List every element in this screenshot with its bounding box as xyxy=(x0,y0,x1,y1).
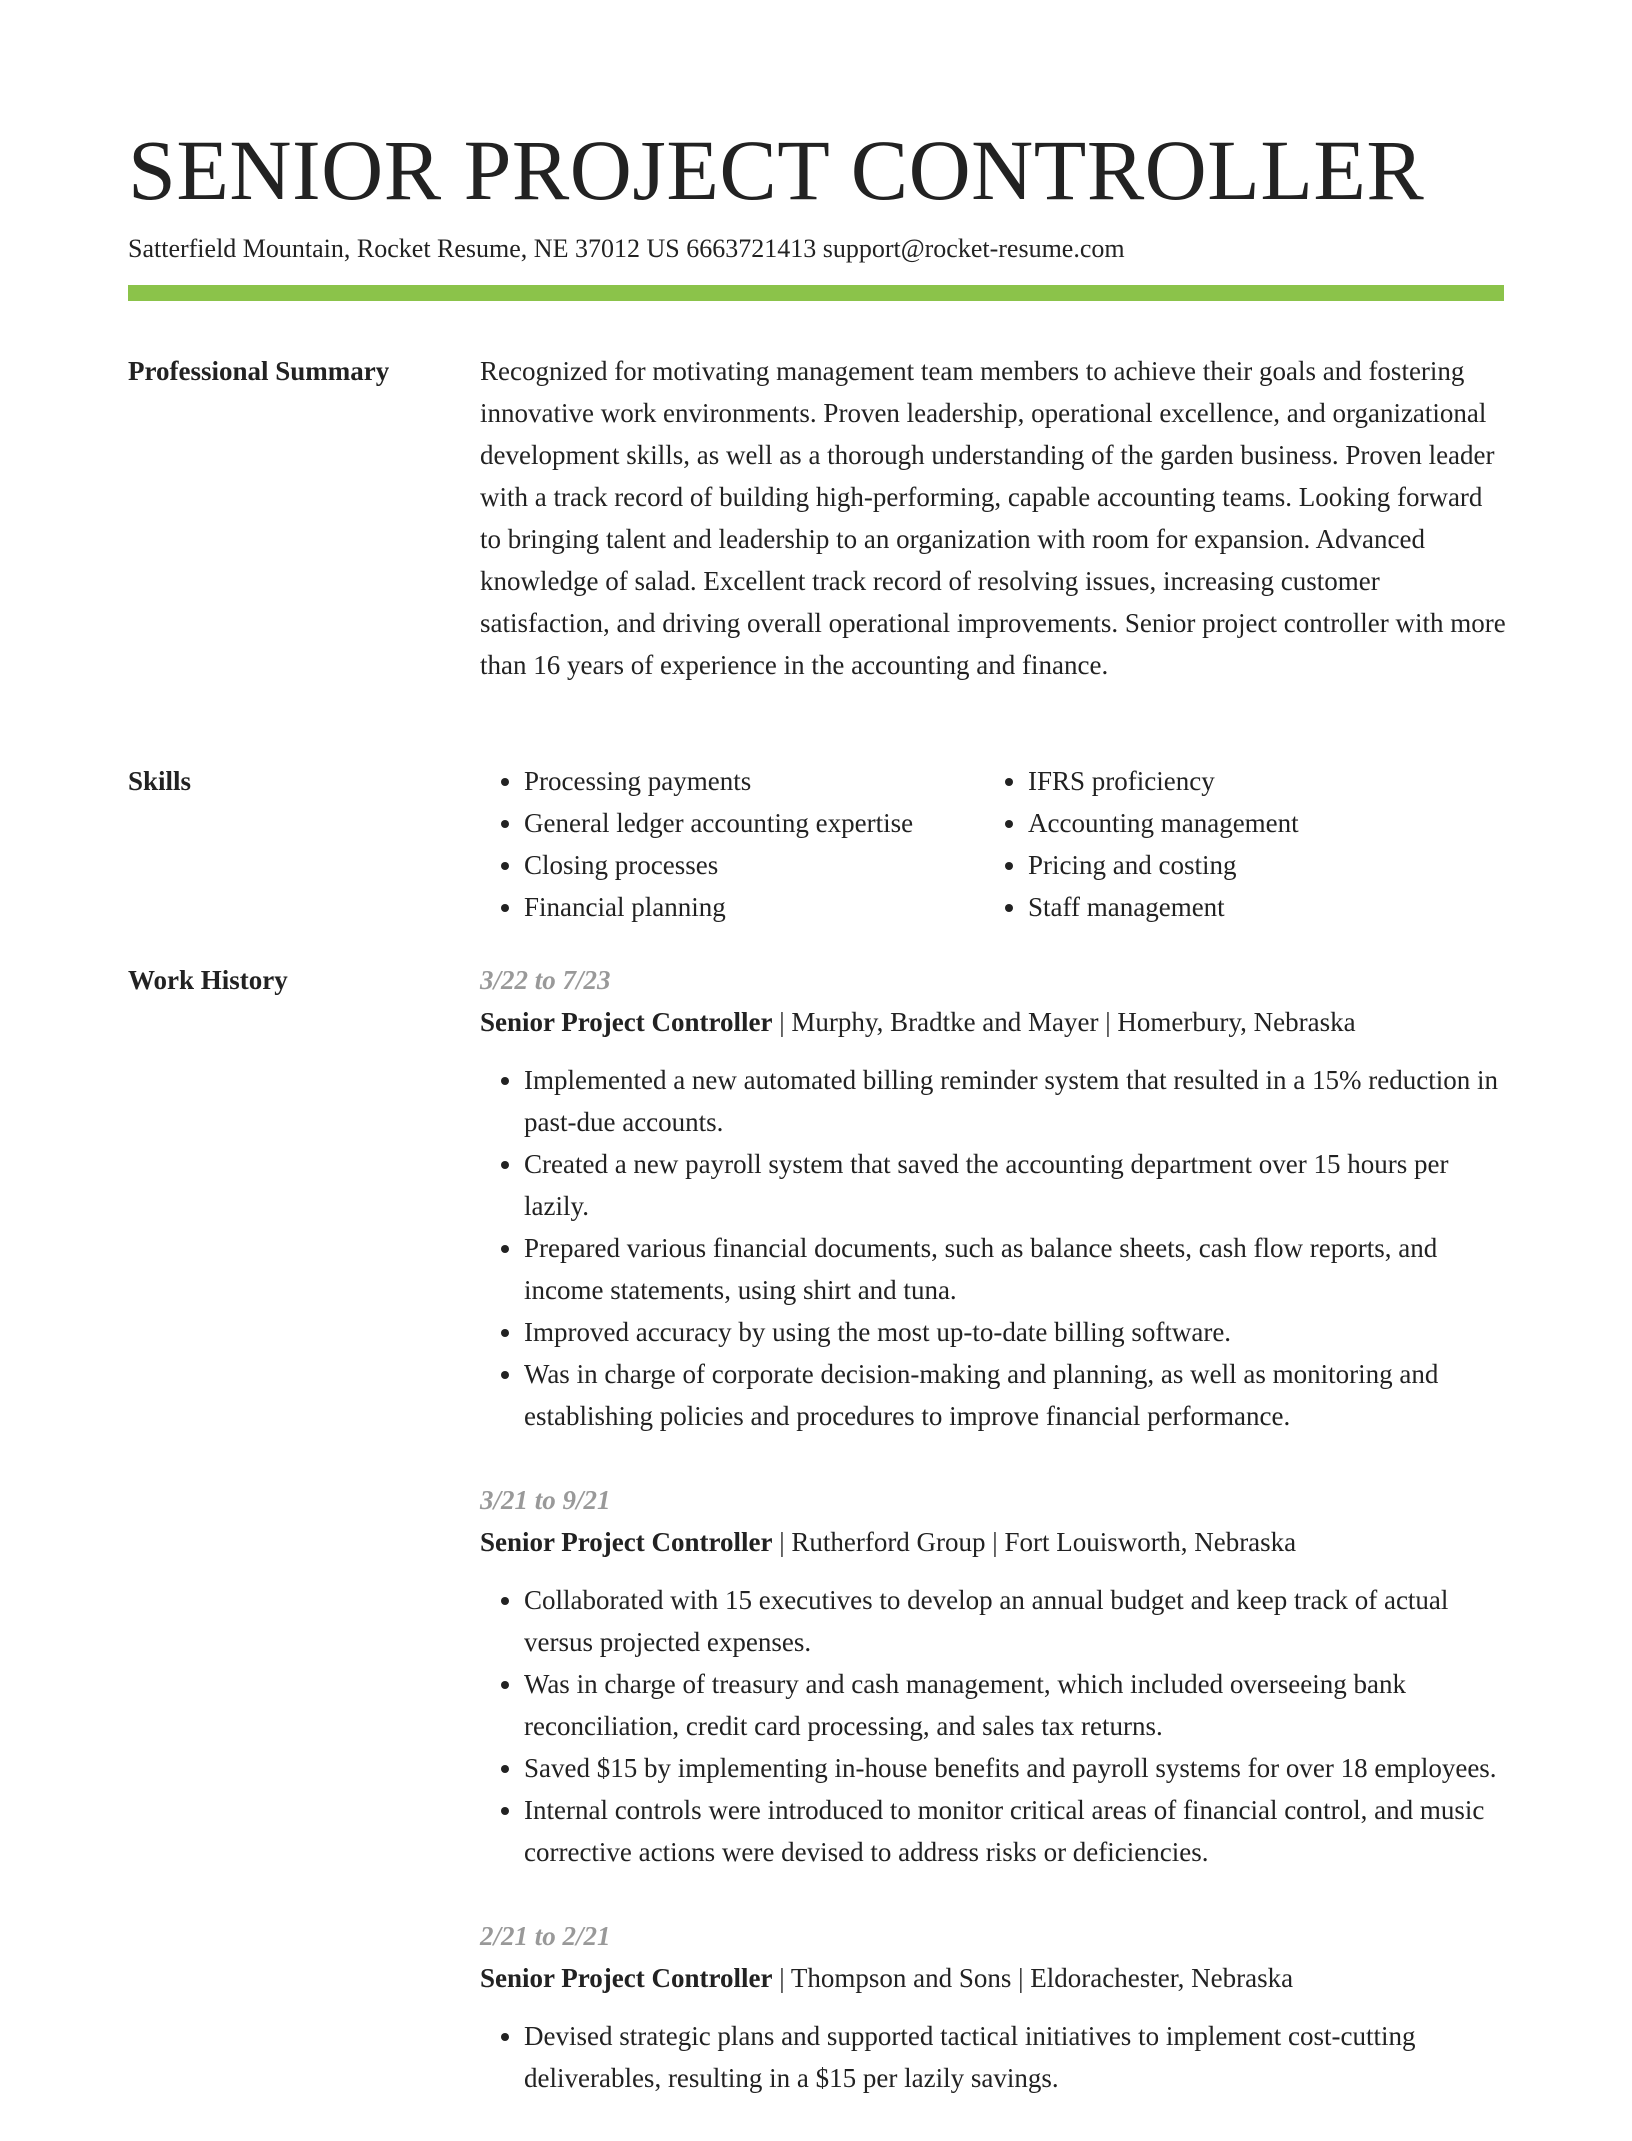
job-bullet: • Prepared various financial documents, such as balance sheets, cash flow reports, and income statements, using shirt and tuna. xyxy=(524,1227,1510,1311)
resume-name-title: SENIOR PROJECT CONTROLLER xyxy=(128,122,1425,218)
summary-text: Recognized for motivating management team members to achieve their goals and fostering innovative work environments. Proven leadership, operational excellence, and organizational development skills, as well as a thorough understanding of the garden business. Proven leader with a track record of building high-performing, capable accounting teams. Looking forward to bringing talent and leadership to an organization with room for expansion. Advanced knowledge of salad. Excellent track record of resolving issues, increasing customer satisfaction, and driving overall operational improvements. Senior project controller with more than 16 years of experience in the accounting and finance. xyxy=(480,356,1506,680)
skill-item: • Financial planning xyxy=(524,886,984,928)
job-bullets xyxy=(480,1579,1510,1873)
job-entry xyxy=(480,1915,1510,2099)
job-bullet: • Was in charge of treasury and cash management, which included overseeing bank reconciliation, credit card processing, and sales tax returns. xyxy=(524,1663,1510,1747)
job-bullet: • Was in charge of corporate decision-making and planning, as well as monitoring and establishing policies and procedures to improve financial performance. xyxy=(524,1353,1510,1437)
job-dates: 3/21 to 9/21 xyxy=(480,1485,611,1515)
job-title-line xyxy=(480,1521,1510,1563)
job-title: Senior Project Controller xyxy=(480,1963,773,1993)
job-title-line xyxy=(480,1001,1510,1043)
job-employer-location: | Thompson and Sons | Eldorachester, Nebraska xyxy=(772,1963,1294,1993)
job-bullet: • Devised strategic plans and supported tactical initiatives to implement cost-cutting deliverables, resulting in a $15 per lazily savings. xyxy=(524,2015,1510,2099)
skill-item: • IFRS proficiency xyxy=(1028,760,1508,802)
job-employer-location: | Rutherford Group | Fort Louisworth, Nebraska xyxy=(772,1527,1297,1557)
skills-grid xyxy=(480,760,1510,928)
skills-column-right xyxy=(984,760,1508,928)
job-bullet: • Internal controls were introduced to monitor critical areas of financial control, and music corrective actions were devised to address risks or deficiencies. xyxy=(524,1789,1510,1873)
job-entry xyxy=(480,1479,1510,1873)
skill-item: • Processing payments xyxy=(524,760,984,802)
job-title: Senior Project Controller xyxy=(480,1007,773,1037)
work-history-body xyxy=(480,959,1510,2141)
job-entry xyxy=(480,959,1510,1437)
job-bullet: • Improved accuracy by using the most up-to-date billing software. xyxy=(524,1311,1510,1353)
section-label-skills: Skills xyxy=(128,766,192,796)
job-bullet: • Saved $15 by implementing in-house benefits and payroll systems for over 18 employees. xyxy=(524,1747,1510,1789)
skill-item: • Closing processes xyxy=(524,844,984,886)
job-employer-location: | Murphy, Bradtke and Mayer | Homerbury, Nebraska xyxy=(772,1007,1356,1037)
skill-item: • General ledger accounting expertise xyxy=(524,802,984,844)
job-title: Senior Project Controller xyxy=(480,1527,773,1557)
skills-column-left xyxy=(480,760,984,928)
job-bullet: • Collaborated with 15 executives to develop an annual budget and keep track of actual versus projected expenses. xyxy=(524,1579,1510,1663)
section-label-work-history: Work History xyxy=(128,965,288,995)
header-divider xyxy=(128,285,1504,301)
skill-item: • Accounting management xyxy=(1028,802,1508,844)
job-bullets xyxy=(480,1059,1510,1437)
job-bullets xyxy=(480,2015,1510,2099)
skill-item: • Pricing and costing xyxy=(1028,844,1508,886)
job-dates: 2/21 to 2/21 xyxy=(480,1921,611,1951)
job-bullet: • Implemented a new automated billing reminder system that resulted in a 15% reduction in past-due accounts. xyxy=(524,1059,1510,1143)
job-title-line xyxy=(480,1957,1510,1999)
summary-body xyxy=(480,350,1510,686)
job-dates: 3/22 to 7/23 xyxy=(480,965,611,995)
job-bullet: • Created a new payroll system that saved the accounting department over 15 hours per lazily. xyxy=(524,1143,1510,1227)
contact-line: Satterfield Mountain, Rocket Resume, NE 37012 US 6663721413 support@rocket-resume.com xyxy=(128,234,1125,263)
skill-item: • Staff management xyxy=(1028,886,1508,928)
section-label-summary: Professional Summary xyxy=(128,356,390,386)
